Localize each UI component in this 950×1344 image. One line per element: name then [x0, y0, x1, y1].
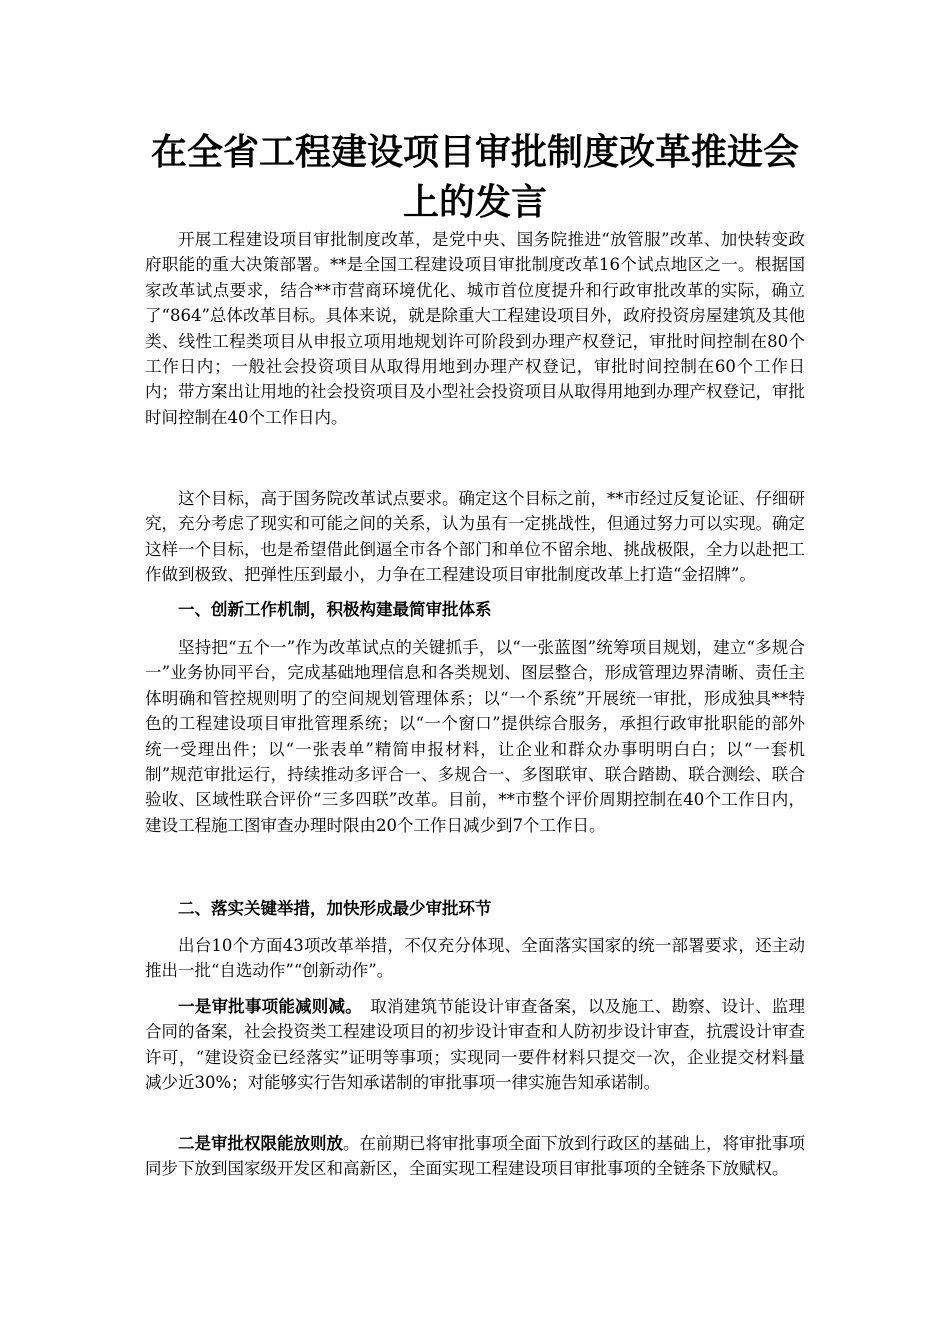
paragraph-body-1: 取消建筑节能设计审查备案，以及施工、勘察、设计、监理合同的备案，社会投资类工程建设项目的初步设计审查和人防初步设计审查，抗震设计审查许可，“建设资金已经落实”证明等事项；实现同一要件材料只提交一次，企业提交材料量减少近30%；对能够实行告知承诺制的审批事项一律实施告知承诺制。 — [145, 997, 806, 1093]
document-title-line-2: 上的发言 — [402, 182, 547, 223]
document-title-line-1: 在全省工程建设项目审批制度改革推进会 — [150, 132, 799, 173]
paragraph-reduce-items — [145, 994, 805, 1096]
section-heading-1: 一、创新工作机制，积极构建最简审批体系 — [178, 600, 492, 619]
paragraph-goal: 这个目标，高于国务院改革试点要求。确定这个目标之前，**市经过反复论证、仔细研究，充分考虑了现实和可能之间的关系，认为虽有一定挑战性，但通过努力可以实现。确定这样一个目标，也是希望借此倒逼全市各个部门和单位不留余地、挑战极限，全力以赴把工作做到极致、把弹性压到最小，力争在工程建设项目审批制度改革上打造“金招牌”。 — [145, 489, 805, 585]
paragraph-intro: 开展工程建设项目审批制度改革，是党中央、国务院推进“放管服”改革、加快转变政府职能的重大决策部署。**是全国工程建设项目审批制度改革16个试点地区之一。根据国家改革试点要求，结合**市营商环境优化、城市首位度提升和行政审批改革的实际，确立了“864”总体改革目标。具体来说，就是除重大工程建设项目外，政府投资房屋建筑及其他类、线性工程类项目从申报立项用地规划许可阶段到办理产权登记，审批时间控制在80个工作日内；一般社会投资项目从取得用地到办理产权登记，审批时间控制在60个工作日内；带方案出让用地的社会投资项目及小型社会投资项目从取得用地到办理产权登记，审批时间控制在40个工作日内。 — [145, 230, 805, 427]
section-heading-2: 二、落实关键举措，加快形成最少审批环节 — [178, 899, 492, 918]
paragraph-section-1: 坚持把“五个一”作为改革试点的关键抓手，以“一张蓝图”统筹项目规划，建立“多规合一”业务协同平台，完成基础地理信息和各类规划、图层整合，形成管理边界清晰、责任主体明确和管控规则明了的空间规划管理体系；以“一个系统”开展统一审批，形成独具**特色的工程建设项目审批管理系统；以“一个窗口”提供综合服务，承担行政审批职能的部外统一受理出件；以“一张表单”精简申报材料，让企业和群众办事明明白白；以“一套机制”规范审批运行，持续推动多评合一、多规合一、多图联审、联合踏勘、联合测绘、联合验收、区域性联合评价“三多四联”改革。目前，**市整个评价周期控制在40个工作日内，建设工程施工图审查办理时限由20个工作日减少到7个工作日。 — [145, 638, 805, 835]
paragraph-lead-2: 二是审批权限能放则放 — [178, 1134, 343, 1153]
paragraph-delegate-authority — [145, 1131, 805, 1182]
paragraph-measures: 出台10个方面43项改革举措，不仅充分体现、全面落实国家的统一部署要求，还主动推出一批“自选动作”“创新动作”。 — [145, 936, 805, 981]
paragraph-body-2: 。在前期已将审批事项全面下放到行政区的基础上，将审批事项同步下放到国家级开发区和高新区，全面实现工程建设项目审批事项的全链条下放赋权。 — [145, 1134, 805, 1179]
paragraph-lead-1: 一是审批事项能减则减。 — [178, 997, 354, 1016]
